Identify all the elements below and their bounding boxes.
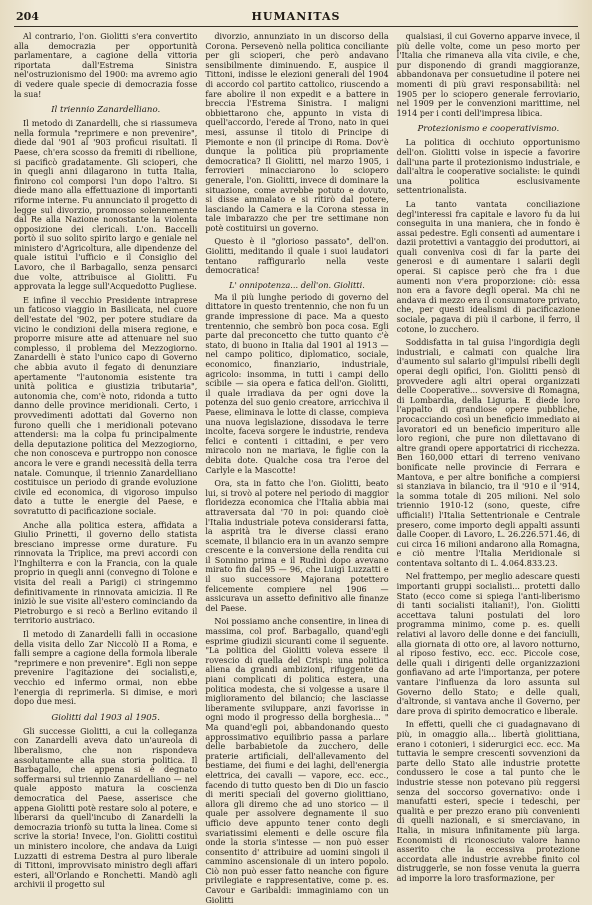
column-1	[14, 31, 198, 890]
paragraph: Noi possiamo anche consentire, in linea di massima, col prof. Barbagallo, quand'egli esprime giudizii sicuranti come il seguente. "La politica del Giolitti voleva essere il rovescio di quella del Crispi: una politica aliena da grandi ambizioni, rifuggente da piani complicati di politica estera, una politica modesta, che si volgesse a usare il miglioramento del bilancio; che lasciasse liberamente sviluppare, anzi favorisse in ogni modo il progresso della borghesia... " Ma quand'egli poi, abbandonando questo approssimativo equilibrio passa a parlare delle barbabietole da zucchero, delle praterie artificiali, dell'allevamento del bestiame, dei fiumi e dei laghi, dell'energia elettrica, dei cavalli — vapore, ecc. ecc., facendo di tutto questo ben di Dio un fascio di meriti speciali del governo giolittiano, allora gli diremo che ad uno storico — il quale per assolvere degnamente il suo ufficio deve appunto tener conto degli svariatissimi elementi e delle oscure fila onde la storia s'intesse — non può esser consentito d' attribuire ad uomini singoli il cammino ascensionale di un intero popolo. Ciò non può esser fatto neanche con figure privilegiate e rappresentative, come p. es. Cavour e Garibaldi: immaginiamo con un Giolitti	[205, 616, 389, 905]
section-heading: Giolitti dal 1903 al 1905.	[51, 712, 160, 723]
paragraph: Anche alla politica estera, affidata a Giulio Prinetti, il governo dello statista bresciano impresse orme durature. Fu rinnovata la Triplice, ma previ accordi con l'Inghilterra e con la Francia, con la quale proprio in quegli anni (convegno di Tolone e visita del reali a Parigi) ci stringemmo definitivamente in rinnovata amicizia. Il Re iniziò le sue visite all'estero cominciando da Pietroburgo e si recò a Berlino evitando il territorio austriaco.	[14, 519, 198, 626]
paragraph: Gli successe Giolitti, a cui la colleganza con Zanardelli aveva dato un'aureola di liberalismo, che non rispondeva assolutamente alla sua storia politica. Il Barbagallo, che appena si è degnato soffermarsi sul triennio Zanardelliano — nel quale apposto matura la coscienza democratica del Paese, asserisce che appena Giolitti potè restare solo al potere, e liberarsi da quell'incubo di Zanardelli la democrazia trionfò su tutta la linea. Come si scrive la storia! Invece, l'on. Giolitti costituì un ministero incolore, che andava da Luigi Luzzatti di estrema Destra al puro liberale di Tittoni, improvvisato ministro degli affari esteri, all'Orlando e Ronchetti. Mandò agli archivii il progetto sul	[14, 725, 198, 890]
paragraph: E infine il vecchio Presidente intraprese un faticoso viaggio in Basilicata, nel cuore dell'estate del '902, per potere studiare da vicino le condizioni della misera regione, e proporre misure atte ad attenuare nel suo complesso, il problema del Mezzogiorno. Zanardelli è stato l'unico capo di Governo che abbia avuto il fegato di denunziare apertamente "l'autonomia esistente tra unità politica e giustizia tributaria", autonomia che, com'è noto, ridonda a tutto danno delle province meridionali. Certo, i provvedimenti adottati dal Governo non furono quelli che i meridionali potevano attendersi: ma la colpa fu principalmente della deputazione politica del Mezzogiorno, che non conosceva e purtroppo non conosce ancora le vere e grandi necessità della terra natale. Comunque, il triennio Zanardelliano costituisce un periodo di grande evoluzione civile ed economica, di vigoroso impulso dato a tutte le energie del Paese, e sovratutto di pacificazione sociale.	[14, 294, 198, 516]
paragraph: Soddisfatta in tal guisa l'ingordigia degli industriali, e calmati con qualche lira d'aumento sul salario gl'impulsi ribelli degli operai degli opifici, l'on. Giolitti pensò di provvedere agli altri operai organizzati delle Cooperative... sovversive di Romagna, di Lombardia, della Liguria. E diede loro l'appalto di grandiose opere pubbliche, procacciando così un beneficio immediato ai lavoratori ed un beneficio imperituro alle loro regioni, che pure non dilettavano di altre grandi opere apportatrici di ricchezza. Ben 160,000 ettari di terreno venivano bonificate nelle provincie di Ferrara e Mantova, e per altre bonifiche a compiersi si stanziava in bilancio, tra il '910 e il '914, la somma totale di 205 milioni. Nel solo triennio 1910-12 (sono, queste, cifre ufficiali!) l'Italia Settentrionale e Centrale presero, come importo degli appalti assunti dalle Cooper. di Lavoro, L. 26.226.571.46, di cui circa 16 milioni andarono alla Romagna, e ciò mentre l'Italia Meridionale si contentava soltanto di L. 4.064.833.23.	[396, 337, 580, 568]
paragraph: Nel frattempo, per meglio adescare questi importanti gruppi socialisti... protetti dallo Stato (ecco come si spiega l'anti-liberismo di tanti socialisti italiani!), l'on. Giolitti accettava taluni postulati del loro programma minimo, come p. es. quelli relativi al lavoro delle donne e dei fanciulli, alla giornata di otto ore, al lavoro notturno, al riposo festivo, ecc. ecc. Piccole cose, delle quali i dirigenti delle organizzazioni gonfiavano ad arte l'importanza, per potere vantare l'influenza da loro assunta sul Governo dello Stato; e delle quali, d'altronde, si vantava anche il Governo, per dare prova di spirito democratico e liberale.	[396, 571, 580, 716]
paragraph: La politica di occhiuto opportunismo dell'on. Giolitti volse in ispecie a favorire dall'una parte il protezionismo industriale, e dall'altra le cooperative socialiste: le quindi una politica esclusivamente settentrionalista.	[396, 137, 580, 196]
paragraph: In effetti, quelli che ci guadagnavano di più, in omaggio alla... libertà giolittiana, erano i cotonieri, i siderurgici ecc. ecc. Ma tuttavia le sempre crescenti sovvenzioni da parte dello Stato alle industrie protette condussero le cose a tal punto che le industrie stesse non potevano più reggersi senza del soccorso governativo: onde i manufatti esteri, specie i tedeschi, per qualità e per prezzo erano più convenienti di quelli nazionali, e si smerciavano, in Italia, in misura infinitamente più larga. Economisti di riconosciuto valore hanno asserito che la eccessiva protezione accordata alle industrie avrebbe finito col distruggerle, se non fosse venuta la guerra ad imporre la loro trasformazione, per	[396, 719, 580, 883]
paragraph: La tanto vantata conciliazione degl'interessi fra capitale e lavoro fu da lui conseguita in una maniera, che in fondo è assai pedestre. Egli consentì ad aumentare i dazii protettivi a vantaggio dei produttori, ai quali conveniva così di far la parte dei generosi e di aumentare i salarii degli operai. Si capisce però che fra i due aumenti non v'era proporzione: ciò: essa non era a favore degli operai. Ma chi ne andava di mezzo era il consumatore privato, che, per questi idealismi di pacificazione sociale, pagava di più il carbone, il ferro, il cotone, lo zucchero.	[396, 198, 580, 334]
column-3	[396, 31, 580, 883]
paragraph: Ora, sta in fatto che l'on. Giolitti, beato lui, si trovò al potere nel periodo di maggior floridezza economica che l'Italia abbia mai attraversata dal '70 in poi: quando cioè l'Italia industriale poteva considerarsi fatta, la asprità tra le diverse classi erano scemate, il bilancio era in un avanzo sempre crescente e la conversione della rendita cui il Sonnino prima e il Rudinì dopo avevano mirato fin dal 95 — 96, che Luigi Luzzatti e il suo successore Majorana potettero felicemente compiere nel 1906 — assicurava un assetto definitivo alle finanze del Paese.	[205, 478, 389, 613]
page-number: 204	[16, 10, 39, 23]
paragraph: Il metodo di Zanardelli fallì in occasione della visita dello Zar Niccolò II a Roma, e falli sempre a cagione della formola liberale "reprimere e non prevenire". Egli non seppe prevenire l'agitazione dei socialisti,e, vecchio ed infermo ormai, non ebbe l'energia di reprimerla. Si dimise, e morì dopo due mesi.	[14, 629, 198, 707]
section-heading: Protezionismo e cooperativismo.	[417, 124, 560, 135]
paragraph: Questo è il "glorioso passato", dell'on. Giolitti, meditando il quale i suoi laudatori tentano raffigurarlo nella veste democratica!	[205, 236, 389, 276]
running-head: HUMANITAS	[251, 10, 341, 23]
page-header	[14, 8, 578, 27]
section-heading: L' onnipotenza... dell'on. Giolitti.	[229, 279, 365, 290]
paragraph: qualsiasi, il cui Governo apparve invece, il più delle volte, come un peso morto per l'Italia che rimaneva alla vita civile, e che, pur disponendo di grandi maggioranze, abbandonava per consuetudine il potere nei momenti di più gravi responsabilità: nel 1905 per lo sciopero generale ferroviario, nel 1909 per le convenzioni marittime, nel 1914 per i conti dell'impresa libica.	[396, 31, 580, 118]
section-heading: Il triennio Zanardelliano.	[51, 105, 161, 116]
paragraph: Al contrario, l'on. Giolitti s'era convertito alla democrazia per opportunità parlamentare, a cagione della vittoria riportata dall'Estrema Sinistra nel'ostruzionismo del 1900: ma avremo agio di vedere quale specie di democrazia fosse la sua!	[14, 31, 198, 99]
text-columns	[14, 31, 580, 905]
paragraph: Il metodo di Zanardelli, che si riassumeva nella formula "reprimere e non prevenire", diede dal '901 al '903 proficui risultati. Il Paese, ch'era scosso da fremiti di ribellione, si pacificò gradatamente. Gli scioperi, che in quegli anni dilagarono in tutta Italia, finirono col comporsi l'un dopo l'altro. Si diede mano alla effettuazione di importanti riforme interne. Fu annunciato il progetto di legge sul divorzio, promosso solennemente dal Re alla Nazione nonostante la violenta opposizione dei clericali. L'on. Baccelli portò il suo solito spirito largo e geniale nel ministero d'Agricoltura, alle dipendenze del quale istituì l'ufficio e il Consiglio del Lavoro, che il Barbagallo, senza pensarci due volte, attribuisce al Giolitti. Fu approvata la legge sull'Acquedotto Pugliese.	[14, 118, 198, 292]
column-2	[205, 31, 389, 905]
paragraph: Ma il più lunghe periodo di governo del dittatore in questo trentennio, che non fu un grande impressione di pace. Ma a questo trentennio, che sembrò bon poca cosa. Egli parte dal preconcetto che tutto quanto c'è stato, di buono in Italia dal 1901 al 1913 — nel campo politico, diplomatico, sociale, economico, finanziario, industriale, agricolo: insomma, in tutti i campi dello scibile — sia opera e fatica dell'on. Giolitti, il quale irradiava da per ogni dove la potenza del suo genio creatore, arricchiva il Paese, eliminava le lotte di classe, compieva una nuova legislazione, dissodava le terre incolte, faceva sorgere le industrie, rendeva felici e contenti i cittadini, e per vero miracolo non ne mariava, le figlie con la debita dote. Qualche cosa tra l'eroe del Carlyle e la Mascotte!	[205, 291, 389, 475]
paragraph: divorzio, annunziato in un discorso della Corona. Persevenò nella politica conciliante per gli scioperi, che però andavano sensibilmente diminuendo. E, auspice il Tittoni, indisse le elezioni generali del 1904 di accordo col partito cattolico, riuscendo a fare abolire il non expedit e a battere in breccia l'Estrema Sinistra. I maligni obbiettarono che, appunto in vista di quell'accordo, l'erede al Trono, nato in quei mesi, assunse il titolo di Principe di Piemonte e non (il principe di Roma. Dov'è dunque la politica più propriamente democratica? Il Giolitti, nel marzo 1905, i ferrovieri minacciarono lo sciopero generale, l'on. Giolitti, invece di dominare la situazione, come avrebbe potuto e dovuto, si disse ammalato e si ritirò dal potere, lasciando la Camera e la Corona stessa in tale imbarazzo che per tre settimane non potè costituirsi un governo.	[205, 31, 389, 233]
